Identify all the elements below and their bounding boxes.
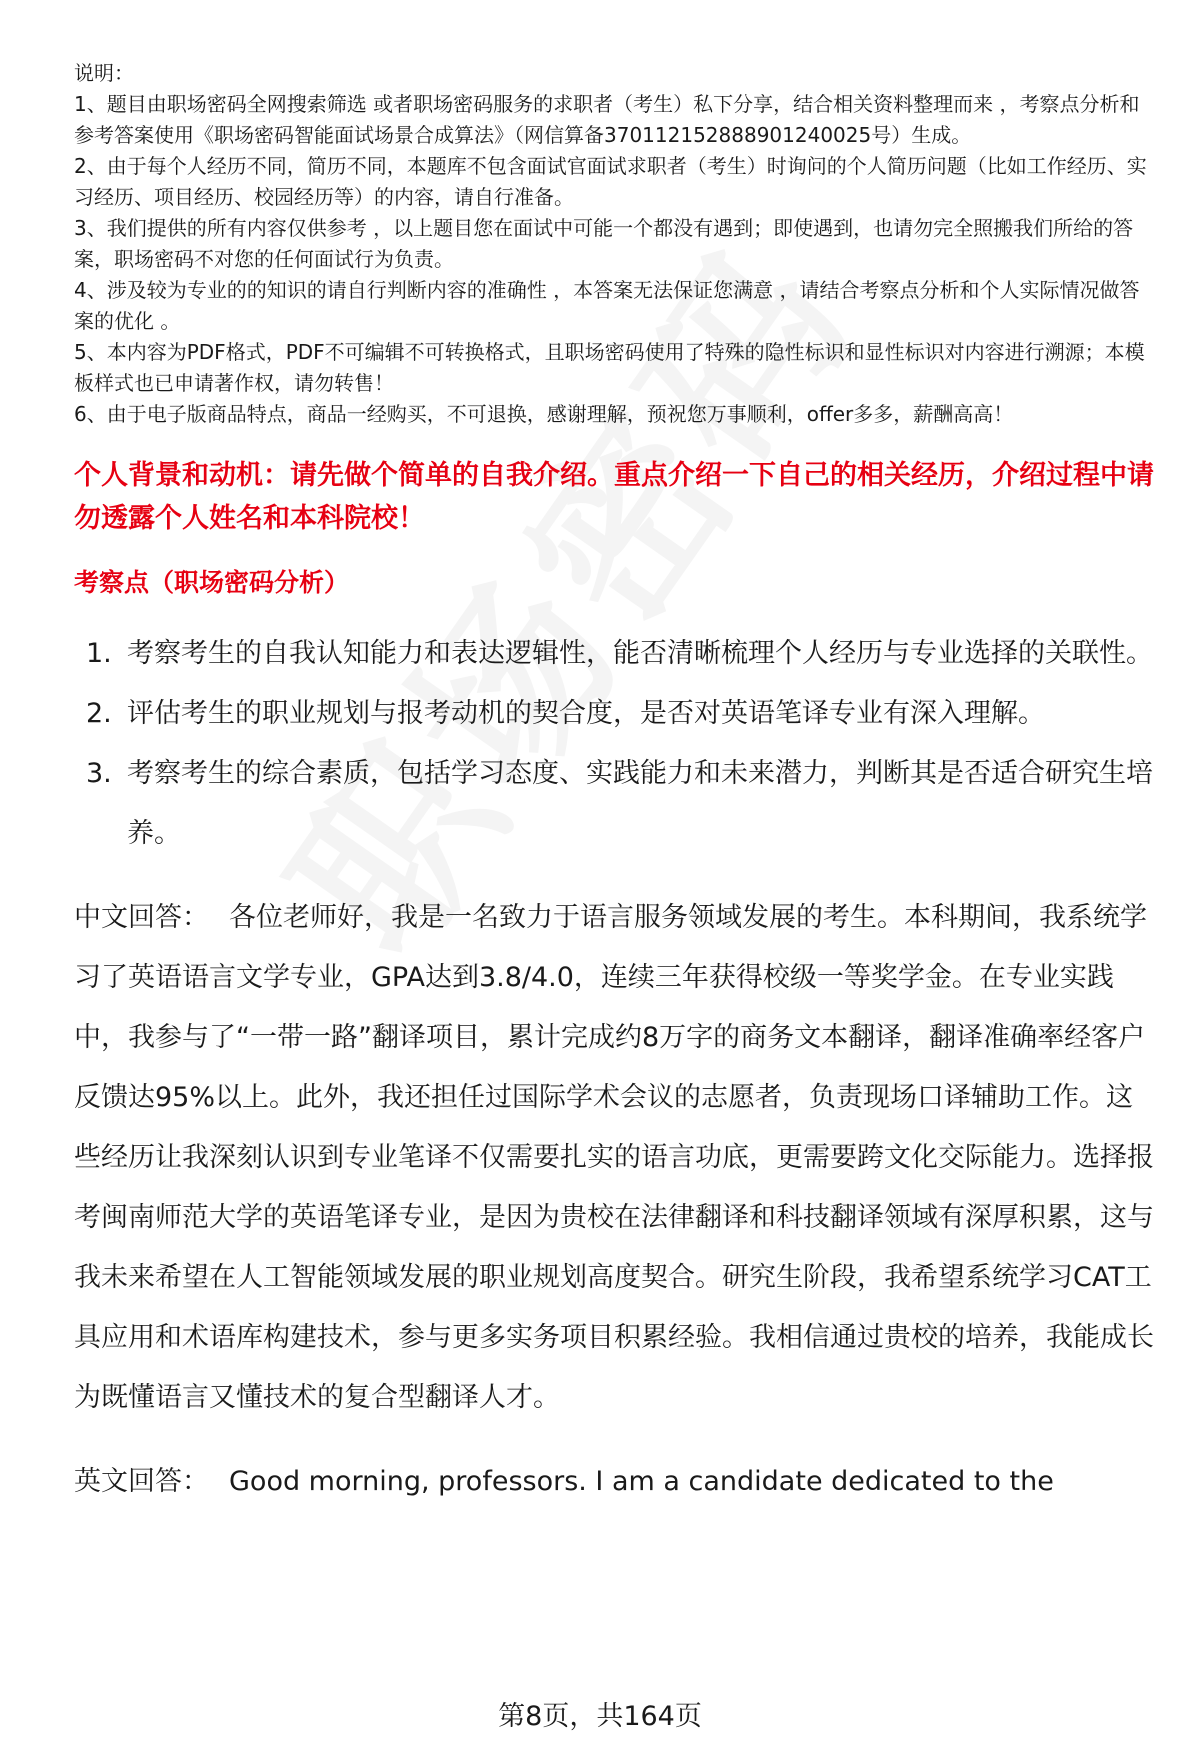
notes-section xyxy=(74,58,1154,430)
analysis-point xyxy=(74,684,1154,744)
chinese-answer-text: 各位老师好，我是一名致力于语言服务领域发展的考生。本科期间，我系统学习了英语语言文学专业，GPA达到3.8/4.0，连续三年获得校级一等奖学金。在专业实践中，我参与了“一带一路”翻译项目，累计完成约8万字的商务文本翻译，翻译准确率经客户反馈达95%以上。此外，我还担任过国际学术会议的志愿者，负责现场口译辅助工作。这些经历让我深刻认识到专业笔译不仅需要扎实的语言功底，更需要跨文化交际能力。选择报考闽南师范大学的英语笔译专业，是因为贵校在法律翻译和科技翻译领域有深厚积累，这与我未来希望在人工智能领域发展的职业规划高度契合。研究生阶段，我希望系统学习CAT工具应用和术语库构建技术，参与更多实务项目积累经验。我相信通过贵校的培养，我能成长为既懂语言又懂技术的复合型翻译人才。 xyxy=(74,902,1154,1413)
page-footer: 第8页，共164页 xyxy=(498,1701,702,1732)
analysis-point xyxy=(74,624,1154,684)
point-text: 考察考生的自我认知能力和表达逻辑性，能否清晰梳理个人经历与专业选择的关联性。 xyxy=(127,638,1153,669)
note-item: 1、题目由职场密码全网搜索筛选 或者职场密码服务的求职者（考生）私下分享，结合相关资料整理而来 ，考察点分析和参考答案使用《职场密码智能面试场景合成算法》（网信算备370112152888901240025号）生成。 xyxy=(74,92,1140,147)
analysis-points xyxy=(74,624,1154,864)
point-text: 考察考生的综合素质，包括学习态度、实践能力和未来潜力，判断其是否适合研究生培养。 xyxy=(127,758,1153,849)
question-heading: 个人背景和动机：请先做个简单的自我介绍。重点介绍一下自己的相关经历，介绍过程中请勿透露个人姓名和本科院校！ xyxy=(74,460,1154,534)
analysis-title: 考察点（职场密码分析） xyxy=(74,568,350,597)
notes-title: 说明： xyxy=(74,61,134,85)
point-number: 3. xyxy=(86,758,112,789)
note-item: 4、涉及较为专业的的知识的请自行判断内容的准确性 ，本答案无法保证您满意 ，请结合考察点分析和个人实际情况做答案的优化 。 xyxy=(74,278,1140,333)
english-answer xyxy=(74,1452,1154,1512)
point-text: 评估考生的职业规划与报考动机的契合度，是否对英语笔译专业有深入理解。 xyxy=(127,698,1045,729)
note-item: 5、本内容为PDF格式，PDF不可编辑不可转换格式，且职场密码使用了特殊的隐性标识和显性标识对内容进行溯源；本模板样式也已申请著作权，请勿转售！ xyxy=(74,340,1145,395)
note-item: 2、由于每个人经历不同，简历不同，本题库不包含面试官面试求职者（考生）时询问的个人简历问题（比如工作经历、实习经历、项目经历、校园经历等）的内容，请自行准备。 xyxy=(74,154,1147,209)
document-page xyxy=(74,58,1154,1512)
point-number: 1. xyxy=(86,638,112,669)
note-item: 6、由于电子版商品特点，商品一经购买，不可退换，感谢理解，预祝您万事顺利，offer多多，薪酬高高！ xyxy=(74,402,1014,426)
english-answer-label: 英文回答： xyxy=(74,1466,209,1497)
english-answer-text: Good morning, professors. I am a candidate dedicated to the xyxy=(229,1466,1054,1497)
note-item: 3、我们提供的所有内容仅供参考 ，以上题目您在面试中可能一个都没有遇到；即使遇到，也请勿完全照搬我们所给的答案，职场密码不对您的任何面试行为负责。 xyxy=(74,216,1134,271)
chinese-answer xyxy=(74,888,1154,1428)
analysis-point xyxy=(74,744,1154,864)
point-number: 2. xyxy=(86,698,112,729)
chinese-answer-label: 中文回答： xyxy=(74,902,209,933)
